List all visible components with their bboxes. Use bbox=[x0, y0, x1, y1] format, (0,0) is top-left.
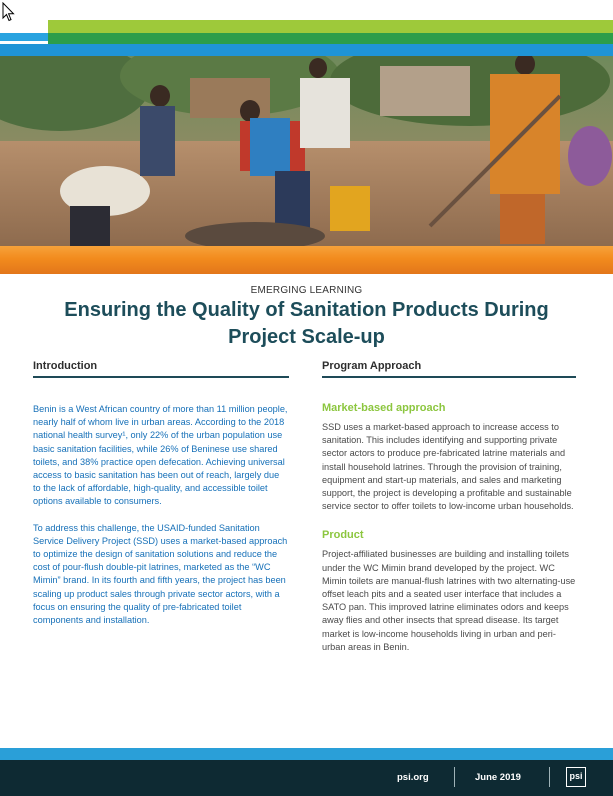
footer-date: June 2019 bbox=[475, 772, 521, 783]
header-color-bars bbox=[0, 0, 613, 58]
footer-divider bbox=[454, 767, 455, 787]
footer-divider bbox=[549, 767, 550, 787]
market-paragraph: SSD uses a market-based approach to increase access to sanitation. This includes identifying and supporting private sector actors to produce pre-fabricated latrine materials and install household latrines. Through the provision of training, equipment and start-up materials, and sales and marketing support, the project is developing a profitable and sustainable service sector to offer toilets to low-income urban households. bbox=[322, 422, 574, 512]
page-title: Ensuring the Quality of Sanitation Products During Project Scale-up bbox=[64, 299, 549, 348]
mouse-pointer-icon bbox=[2, 2, 16, 22]
product-paragraph: Project-affiliated businesses are building and installing toilets under the WC Mimin brand developed by the project. WC Mimin toilets are manual-flush latrines with two alternating-use offset leach pits and a seated user interface that includes a SATO pan. This improved latrine eliminates odors and keeps away flies and other insects that spread disease. Its target market is low-income households living in urban and peri-urban areas in Benin. bbox=[322, 549, 576, 652]
program-heading: Program Approach bbox=[322, 360, 576, 378]
market-heading: Market-based approach bbox=[322, 402, 446, 414]
blue-bar bbox=[0, 44, 613, 56]
orange-band bbox=[0, 246, 613, 274]
footer-website-link[interactable]: psi.org bbox=[397, 772, 429, 783]
cover-photo bbox=[0, 56, 613, 246]
introduction-paragraph-2: To address this challenge, the USAID-funded Sanitation Service Delivery Project (SSD) uses a market-based approach to optimize the design of sanitation solutions and reduce the cost of pour-flush double-pit latrines, marketed as the “WC Mimin” brand. In its fourth and fifth years, the project has been scaling up product sales through private sector actors, with a focus on ensuring the quality of pre-fabricated toilet components and installation. bbox=[33, 522, 288, 626]
green-bar bbox=[48, 33, 613, 44]
kicker-label: EMERGING LEARNING bbox=[250, 285, 363, 296]
blue-thin-bar bbox=[0, 33, 48, 41]
footer-blue-bar bbox=[0, 748, 613, 760]
program-column bbox=[322, 360, 576, 654]
product-heading: Product bbox=[322, 529, 364, 542]
introduction-paragraph-1: Benin is a West African country of more than 11 million people, nearly half of whom live in urban areas. According to the 2018 national health survey¹, only 22% of the urban population use basic sanitation facilities, while 26% of Beninese use shared toilets, and 38% practice open defecation. Achieving universal access to basic sanitation has been out of reach, largely due to the lack of affordable, high-quality, and accessible toilet options available to consumers. bbox=[33, 404, 288, 507]
introduction-heading: Introduction bbox=[33, 360, 289, 378]
psi-logo-icon: psi bbox=[566, 767, 586, 787]
introduction-column bbox=[33, 360, 289, 627]
footer-bar bbox=[0, 760, 613, 796]
